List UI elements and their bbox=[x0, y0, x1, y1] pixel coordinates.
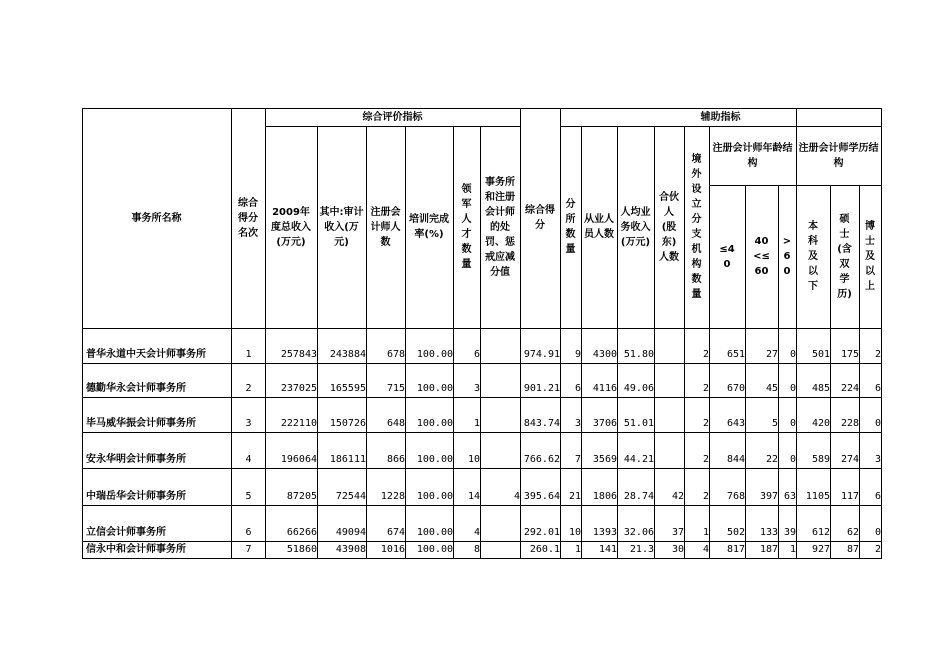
training-rate-cell: 100.00 bbox=[416, 544, 453, 555]
age-le40-cell: 651 bbox=[726, 349, 745, 360]
rank-cell: 6 bbox=[245, 527, 252, 538]
leading-talents-cell: 6 bbox=[473, 349, 480, 360]
col-header-age-40-60: 40<≤60 bbox=[753, 236, 770, 277]
overseas-cell: 2 bbox=[702, 491, 709, 502]
staff-cell: 4300 bbox=[592, 349, 617, 360]
staff-cell: 3706 bbox=[592, 418, 617, 429]
group-header-composite: 综合评价指标 bbox=[362, 111, 423, 123]
age-le40-cell: 844 bbox=[726, 454, 745, 465]
cpa-count-cell: 866 bbox=[386, 454, 405, 465]
edu-phd-cell: 0 bbox=[874, 418, 881, 429]
per-capita-cell: 28.74 bbox=[623, 491, 654, 502]
col-header-composite-score: 综合得分 bbox=[525, 205, 555, 231]
cpa-count-cell: 1016 bbox=[380, 544, 405, 555]
overseas-cell: 1 bbox=[702, 527, 709, 538]
total-revenue-cell: 51860 bbox=[286, 544, 317, 555]
composite-score-cell: 766.62 bbox=[523, 454, 560, 465]
col-header-firm-name: 事务所名称 bbox=[131, 212, 182, 224]
composite-score-cell: 843.74 bbox=[523, 418, 560, 429]
cpa-count-cell: 678 bbox=[386, 349, 405, 360]
staff-cell: 1806 bbox=[592, 491, 617, 502]
firm-name-cell: 毕马威华振会计师事务所 bbox=[86, 418, 196, 429]
training-rate-cell: 100.00 bbox=[416, 349, 453, 360]
audit-revenue-cell: 72544 bbox=[335, 491, 366, 502]
staff-cell: 1393 bbox=[592, 527, 617, 538]
per-capita-cell: 44.21 bbox=[623, 454, 654, 465]
cpa-count-cell: 648 bbox=[386, 418, 405, 429]
rank-cell: 7 bbox=[245, 544, 252, 555]
overseas-cell: 2 bbox=[702, 349, 709, 360]
firm-name-cell: 立信会计师事务所 bbox=[86, 527, 166, 538]
per-capita-cell: 49.06 bbox=[623, 383, 654, 394]
staff-cell: 141 bbox=[598, 544, 617, 555]
edu-bachelor-cell: 589 bbox=[811, 454, 830, 465]
age-le40-cell: 768 bbox=[726, 491, 745, 502]
per-capita-cell: 51.80 bbox=[623, 349, 654, 360]
total-revenue-cell: 87205 bbox=[286, 491, 317, 502]
overseas-cell: 4 bbox=[702, 544, 709, 555]
total-revenue-cell: 257843 bbox=[280, 349, 317, 360]
age-gt60-cell: 0 bbox=[789, 383, 796, 394]
training-rate-cell: 100.00 bbox=[416, 454, 453, 465]
per-capita-cell: 21.3 bbox=[629, 544, 654, 555]
col-header-staff: 从业人员人数 bbox=[584, 214, 614, 240]
edu-master-cell: 117 bbox=[840, 491, 859, 502]
age-40-60-cell: 5 bbox=[771, 418, 778, 429]
leading-talents-cell: 4 bbox=[473, 527, 480, 538]
age-gt60-cell: 0 bbox=[789, 349, 796, 360]
edu-phd-cell: 3 bbox=[874, 454, 881, 465]
composite-score-cell: 974.91 bbox=[523, 349, 560, 360]
edu-bachelor-cell: 420 bbox=[811, 418, 830, 429]
col-header-rank: 综合得分名次 bbox=[238, 197, 258, 239]
rank-cell: 4 bbox=[245, 454, 252, 465]
cpa-count-cell: 674 bbox=[386, 527, 405, 538]
edu-phd-cell: 6 bbox=[874, 383, 881, 394]
col-header-cpa-count: 注册会计师人数 bbox=[370, 206, 401, 248]
composite-score-cell: 260.1 bbox=[529, 544, 560, 555]
age-40-60-cell: 397 bbox=[759, 491, 778, 502]
training-rate-cell: 100.00 bbox=[416, 383, 453, 394]
firm-name-cell: 德勤华永会计师事务所 bbox=[86, 383, 186, 394]
per-capita-cell: 32.06 bbox=[623, 527, 654, 538]
cpa-count-cell: 1228 bbox=[380, 491, 405, 502]
rank-cell: 2 bbox=[245, 383, 252, 394]
partners-cell bbox=[655, 433, 686, 468]
partners-cell bbox=[655, 398, 686, 432]
partners-cell bbox=[655, 329, 686, 363]
group-header-age: 注册会计师年龄结构 bbox=[712, 142, 793, 169]
per-capita-cell: 51.01 bbox=[623, 418, 654, 429]
firm-name-cell: 中瑞岳华会计师事务所 bbox=[86, 491, 186, 502]
penalty-cell: 4 bbox=[513, 491, 520, 502]
leading-talents-cell: 10 bbox=[467, 454, 480, 465]
edu-bachelor-cell: 927 bbox=[811, 544, 830, 555]
edu-bachelor-cell: 612 bbox=[811, 527, 830, 538]
edu-master-cell: 62 bbox=[846, 527, 859, 538]
audit-revenue-cell: 165595 bbox=[329, 383, 366, 394]
overseas-cell: 2 bbox=[702, 418, 709, 429]
col-header-partners: 合伙人(股东)人数 bbox=[659, 191, 679, 263]
audit-revenue-cell: 150726 bbox=[329, 418, 366, 429]
penalty-cell bbox=[481, 506, 522, 541]
col-header-leading-talents: 领军人才数量 bbox=[461, 184, 472, 270]
rank-cell: 1 bbox=[245, 349, 252, 360]
branches-cell: 10 bbox=[568, 527, 581, 538]
leading-talents-cell: 8 bbox=[473, 544, 480, 555]
branches-cell: 3 bbox=[574, 418, 581, 429]
branches-cell: 1 bbox=[574, 544, 581, 555]
branches-cell: 9 bbox=[574, 349, 581, 360]
edu-phd-cell: 2 bbox=[874, 349, 881, 360]
branches-cell: 7 bbox=[574, 454, 581, 465]
total-revenue-cell: 222110 bbox=[280, 418, 317, 429]
edu-phd-cell: 6 bbox=[874, 491, 881, 502]
age-le40-cell: 502 bbox=[726, 527, 745, 538]
age-gt60-cell: 0 bbox=[789, 418, 796, 429]
leading-talents-cell: 3 bbox=[473, 383, 480, 394]
total-revenue-cell: 196064 bbox=[280, 454, 317, 465]
staff-cell: 4116 bbox=[592, 383, 617, 394]
age-gt60-cell: 1 bbox=[789, 544, 796, 555]
training-rate-cell: 100.00 bbox=[416, 527, 453, 538]
col-header-training-rate: 培训完成率(%) bbox=[409, 214, 449, 240]
age-le40-cell: 817 bbox=[726, 544, 745, 555]
audit-revenue-cell: 243884 bbox=[329, 349, 366, 360]
edu-master-cell: 224 bbox=[840, 383, 859, 394]
partners-cell: 30 bbox=[671, 544, 684, 555]
total-revenue-cell: 66266 bbox=[286, 527, 317, 538]
penalty-cell bbox=[481, 542, 522, 558]
overseas-cell: 2 bbox=[702, 454, 709, 465]
col-header-per-capita: 人均业务收入(万元) bbox=[620, 206, 651, 248]
age-gt60-cell: 0 bbox=[789, 454, 796, 465]
partners-cell: 37 bbox=[671, 527, 684, 538]
firm-name-cell: 安永华明会计师事务所 bbox=[86, 454, 186, 465]
staff-cell: 3569 bbox=[592, 454, 617, 465]
composite-score-cell: 292.01 bbox=[523, 527, 560, 538]
edu-master-cell: 175 bbox=[840, 349, 859, 360]
col-header-edu-phd: 博士及以上 bbox=[865, 221, 875, 292]
edu-phd-cell: 0 bbox=[874, 527, 881, 538]
col-header-edu-bachelor: 本科及以下 bbox=[808, 221, 818, 292]
edu-master-cell: 274 bbox=[840, 454, 859, 465]
age-gt60-cell: 63 bbox=[783, 491, 796, 502]
edu-bachelor-cell: 485 bbox=[811, 383, 830, 394]
audit-revenue-cell: 49094 bbox=[335, 527, 366, 538]
col-header-audit-revenue: 其中:审计收入(万元) bbox=[319, 206, 364, 248]
group-header-auxiliary: 辅助指标 bbox=[700, 111, 741, 123]
leading-talents-cell: 1 bbox=[473, 418, 480, 429]
age-le40-cell: 670 bbox=[726, 383, 745, 394]
edu-bachelor-cell: 1105 bbox=[805, 491, 830, 502]
col-header-penalty: 事务所和注册会计师的处罚、惩戒应减分值 bbox=[485, 176, 515, 278]
edu-master-cell: 87 bbox=[846, 544, 859, 555]
edu-bachelor-cell: 501 bbox=[811, 349, 830, 360]
partners-cell bbox=[655, 364, 686, 397]
edu-phd-cell: 2 bbox=[874, 544, 881, 555]
penalty-cell bbox=[481, 364, 522, 397]
partners-cell: 42 bbox=[671, 491, 684, 502]
age-40-60-cell: 22 bbox=[765, 454, 778, 465]
edu-master-cell: 228 bbox=[840, 418, 859, 429]
col-header-age-le40: ≤40 bbox=[719, 243, 735, 270]
composite-score-cell: 395.64 bbox=[523, 491, 560, 502]
age-40-60-cell: 27 bbox=[765, 349, 778, 360]
col-header-branches: 分所数量 bbox=[565, 199, 576, 255]
overseas-cell: 2 bbox=[702, 383, 709, 394]
firm-name-cell: 信永中和会计师事务所 bbox=[86, 544, 186, 555]
firm-name-cell: 普华永道中天会计师事务所 bbox=[86, 349, 206, 360]
penalty-cell bbox=[481, 433, 522, 468]
age-40-60-cell: 45 bbox=[765, 383, 778, 394]
rank-cell: 5 bbox=[245, 491, 252, 502]
age-le40-cell: 643 bbox=[726, 418, 745, 429]
age-40-60-cell: 187 bbox=[759, 544, 778, 555]
grid-line bbox=[82, 558, 882, 559]
cpa-count-cell: 715 bbox=[386, 383, 405, 394]
total-revenue-cell: 237025 bbox=[280, 383, 317, 394]
col-header-overseas: 境外设立分支机构数量 bbox=[691, 154, 702, 300]
branches-cell: 6 bbox=[574, 383, 581, 394]
audit-revenue-cell: 186111 bbox=[329, 454, 366, 465]
group-header-education: 注册会计师学历结构 bbox=[798, 142, 879, 169]
col-header-age-gt60: >60 bbox=[782, 236, 792, 277]
age-gt60-cell: 39 bbox=[783, 527, 796, 538]
col-header-total-revenue: 2009年度总收入(万元) bbox=[271, 206, 311, 248]
branches-cell: 21 bbox=[568, 491, 581, 502]
age-40-60-cell: 133 bbox=[759, 527, 778, 538]
audit-revenue-cell: 43908 bbox=[335, 544, 366, 555]
penalty-cell bbox=[481, 398, 522, 432]
composite-score-cell: 901.21 bbox=[523, 383, 560, 394]
col-header-edu-master: 硕士(含双学历) bbox=[837, 213, 852, 300]
training-rate-cell: 100.00 bbox=[416, 491, 453, 502]
training-rate-cell: 100.00 bbox=[416, 418, 453, 429]
leading-talents-cell: 14 bbox=[467, 491, 480, 502]
penalty-cell bbox=[481, 329, 522, 363]
rank-cell: 3 bbox=[245, 418, 252, 429]
